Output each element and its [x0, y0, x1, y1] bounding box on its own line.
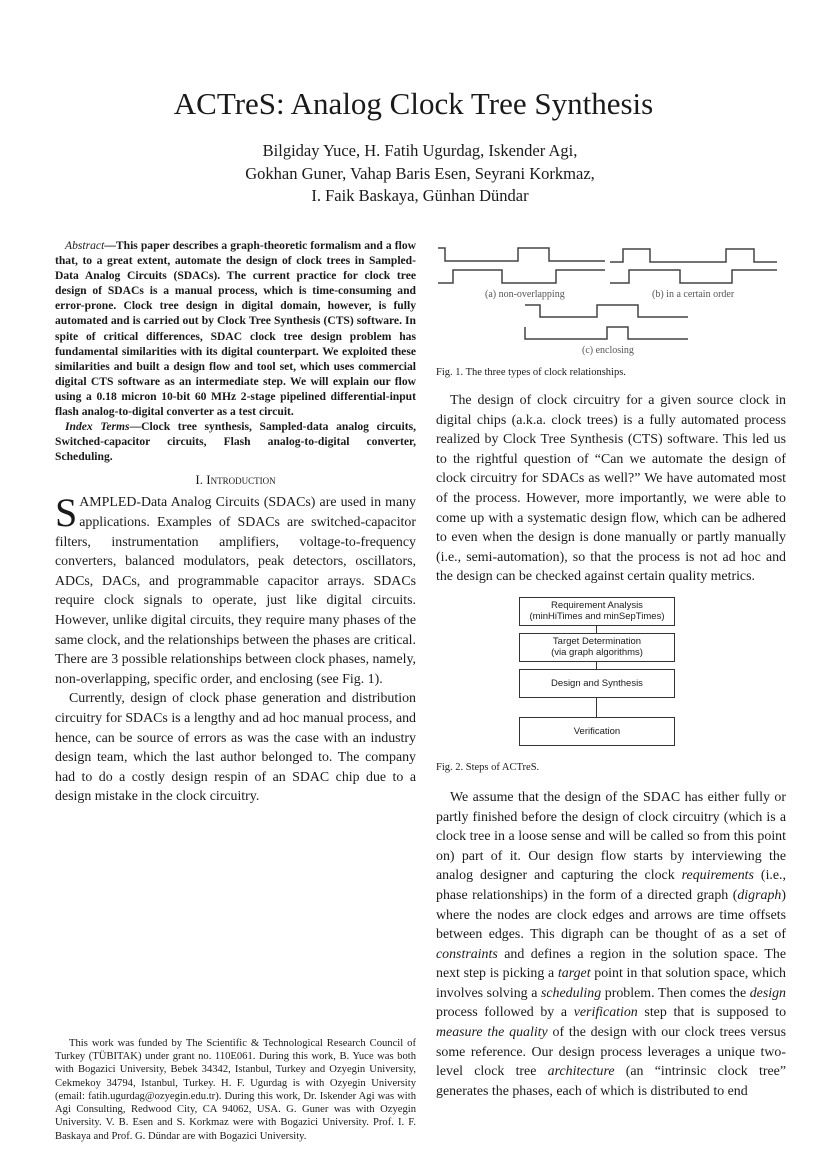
author-line: Gokhan Guner, Vahap Baris Esen, Seyrani Korkmaz, — [245, 163, 595, 183]
waveform-c2 — [525, 327, 688, 339]
intro-paragraph: AMPLED-Data Analog Circuits (SDACs) are used in many applications. Examples of SDACs are switched-capacitor filters, instrumentation amplifiers, voltage-to-frequency converters, balanced modulators, peak detectors, oscillators, ADCs, DACs, and programmable capacitor arrays. SDACs require clock signals to operate, just like digital circuits. However, unlike digital circuits, they require many phases of the same clock, and the relationships between the phases are critical. There are 3 possible relationships between clock phases, namely, non-overlapping, specific order, and enclosing (see Fig. 1). — [55, 495, 416, 687]
subcaption-c: (c) enclosing — [582, 345, 634, 356]
step-sublabel: (via graph algorithms) — [551, 647, 643, 659]
figure-1-caption: Fig. 1. The three types of clock relationships. — [436, 367, 626, 378]
step-label: Target Determination — [552, 636, 642, 648]
emph: scheduling — [540, 985, 602, 1001]
step-label: Verification — [573, 725, 621, 737]
section-heading: I. Introduction — [195, 472, 276, 488]
text-run: (i.e., phase relationships) in the form of a directed graph ( — [436, 868, 787, 903]
author-line: Bilgiday Yuce, H. Fatih Ugurdag, Iskender Agi, — [262, 141, 578, 160]
step-verification — [519, 717, 675, 746]
abstract-text: —This paper describes a graph-theoretic formalism and a flow that, to a great extent, automate the design of clock trees in Sampled-Data Analog Circuits (SDACs). The current practice for clock tree design of SDACs is a manual process, which is time-consuming and error-prone. Clock tree design in digital domain, however, is fully automated and is carried out by Clock Tree Synthesis (CTS) software. In spite of critical differences, SDAC clock tree design problem has fundamental similarities with its digital counterpart. We exploited these similarities and built a design flow and tool set, which uses commercial digital CTS software as an intermediate step. We will explain our flow using a 0.18 micron 10-bit 60 MHz 2-stage pipelined differential-input flash analog-to-digital converter as a test circuit. — [55, 239, 416, 419]
figure-1-waveforms — [430, 238, 800, 358]
emph: measure the quality — [436, 1025, 548, 1041]
text-run: and defines a region in the solution space. The next step is picking a — [436, 946, 786, 982]
paragraph-text: The design of clock circuitry for a given source clock in digital chips (a.k.a. clock trees) is a fully automated process realized by Clock Tree Synthesis (CTS) software. This led us to the rightful question of “Can we automate the design of clock circuitry for SDACs as well?” We have automated most of the process. However, more importantly, we were able to come up with a systematic design flow, which can be adhered to even when the design is done manually or partly manually (i.e., semi-automation), so that the process is not ad hoc and the design can be checked against certain quality metrics. — [436, 393, 786, 585]
text-run: process followed by a — [436, 1005, 574, 1021]
step-design-synthesis — [519, 669, 675, 698]
paper-title: ACTreS: Analog Clock Tree Synthesis — [173, 86, 654, 121]
emph: design — [749, 985, 787, 1001]
right-column — [436, 238, 786, 1101]
step-label: Design and Synthesis — [551, 677, 643, 689]
index-terms-label: Index Terms — [65, 420, 130, 434]
text-run: ) where the nodes are clock edges and arrows are time offsets between edges. This digraph can be thought of as a set of — [436, 887, 786, 943]
emph: target — [557, 966, 591, 982]
introduction — [55, 490, 416, 807]
step-label: Requirement Analysis — [551, 600, 643, 612]
emph: architecture — [547, 1064, 615, 1080]
index-terms-text: —Clock tree synthesis, Sampled-data analog circuits, Switched-capacitor circuits, Flash analog-to-digital converter, Scheduling. — [55, 420, 416, 464]
abstract-label: Abstract — [65, 239, 105, 252]
emph: digraph — [737, 887, 782, 903]
figure-2-flowchart — [436, 597, 786, 747]
intro-paragraph-2: Currently, design of clock phase generation and distribution circuitry for SDACs is a lengthy and ad hoc manual process, and hence, can be source of errors as was the case with an industry design team, which the last author belonged to. The company had to do a costly design respin of an SDAC chip due to a design mistake in the clock circuitry. — [55, 691, 416, 805]
emph: verification — [573, 1005, 638, 1021]
left-column — [55, 238, 416, 1143]
subcaption-b: (b) in a certain order — [652, 289, 735, 300]
subcaption-a: (a) non-overlapping — [485, 289, 565, 300]
arrow-icon — [596, 625, 597, 633]
step-requirement-analysis — [519, 597, 675, 626]
step-target-determination — [519, 633, 675, 662]
author-line: I. Faik Baskaya, Günhan Dündar — [311, 186, 529, 205]
text-run: of the design with our clock trees versus some reference. Our design process leverages a unique two-level clock tree — [436, 1025, 786, 1080]
author-list — [180, 140, 660, 208]
waveform-b2 — [610, 270, 777, 283]
drop-cap: S — [55, 490, 78, 536]
waveform-b1 — [610, 249, 777, 262]
right-paragraph-2 — [436, 788, 786, 1102]
arrow-icon — [596, 697, 597, 717]
text-run: problem. Then comes the — [601, 985, 750, 1001]
text-run: step that is supposed to — [637, 1005, 787, 1021]
arrow-icon — [596, 661, 597, 669]
waveform-c1 — [525, 305, 688, 317]
emph: requirements — [681, 868, 754, 884]
waveform-a2 — [438, 270, 605, 283]
text-run: (an “intrinsic clock tree” generates the phases, each of which is distributed to end — [436, 1064, 786, 1099]
abstract — [55, 238, 416, 464]
right-paragraph-1 — [436, 391, 786, 587]
text-run: point in that solution space, which involves solving a — [436, 966, 787, 1001]
step-sublabel: (minHiTimes and minSepTimes) — [529, 611, 665, 623]
text-run: We assume that the design of the SDAC has either fully or partly finished before the design of clock circuitry (which is a clock tree in a loose sense and will be called so from this point on) part of it. Our design flow starts by interviewing the analog designer and capturing the clock — [436, 789, 786, 884]
emph: constraints — [436, 946, 498, 962]
waveform-a1 — [438, 248, 605, 261]
footnote — [55, 1027, 416, 1143]
footnote-text: This work was funded by The Scientific & Technological Research Council of Turkey (TÜBITAK) under grant no. 110E061. During this work, B. Yuce was both with Bogazici University, Bebek 34342, Istanbul, Turkey and Ozyegin University, Cekmekoy 34794, Istanbul, Turkey. H. F. Ugurdag is with Ozyegin University (email: fatih.ugurdag@ozyegin.edu.tr). During this work, Dr. Iskender Agi was with Agi Consulting, Redwood City, CA 94062, USA. G. Guner was with Ozyegin University. V. B. Esen and S. Korkmaz were with Bogazici University. Prof. I. F. Baskaya and Prof. G. Dündar are with Bogazici University. — [55, 1037, 416, 1142]
figure-2-caption: Fig. 2. Steps of ACTreS. — [436, 761, 540, 773]
